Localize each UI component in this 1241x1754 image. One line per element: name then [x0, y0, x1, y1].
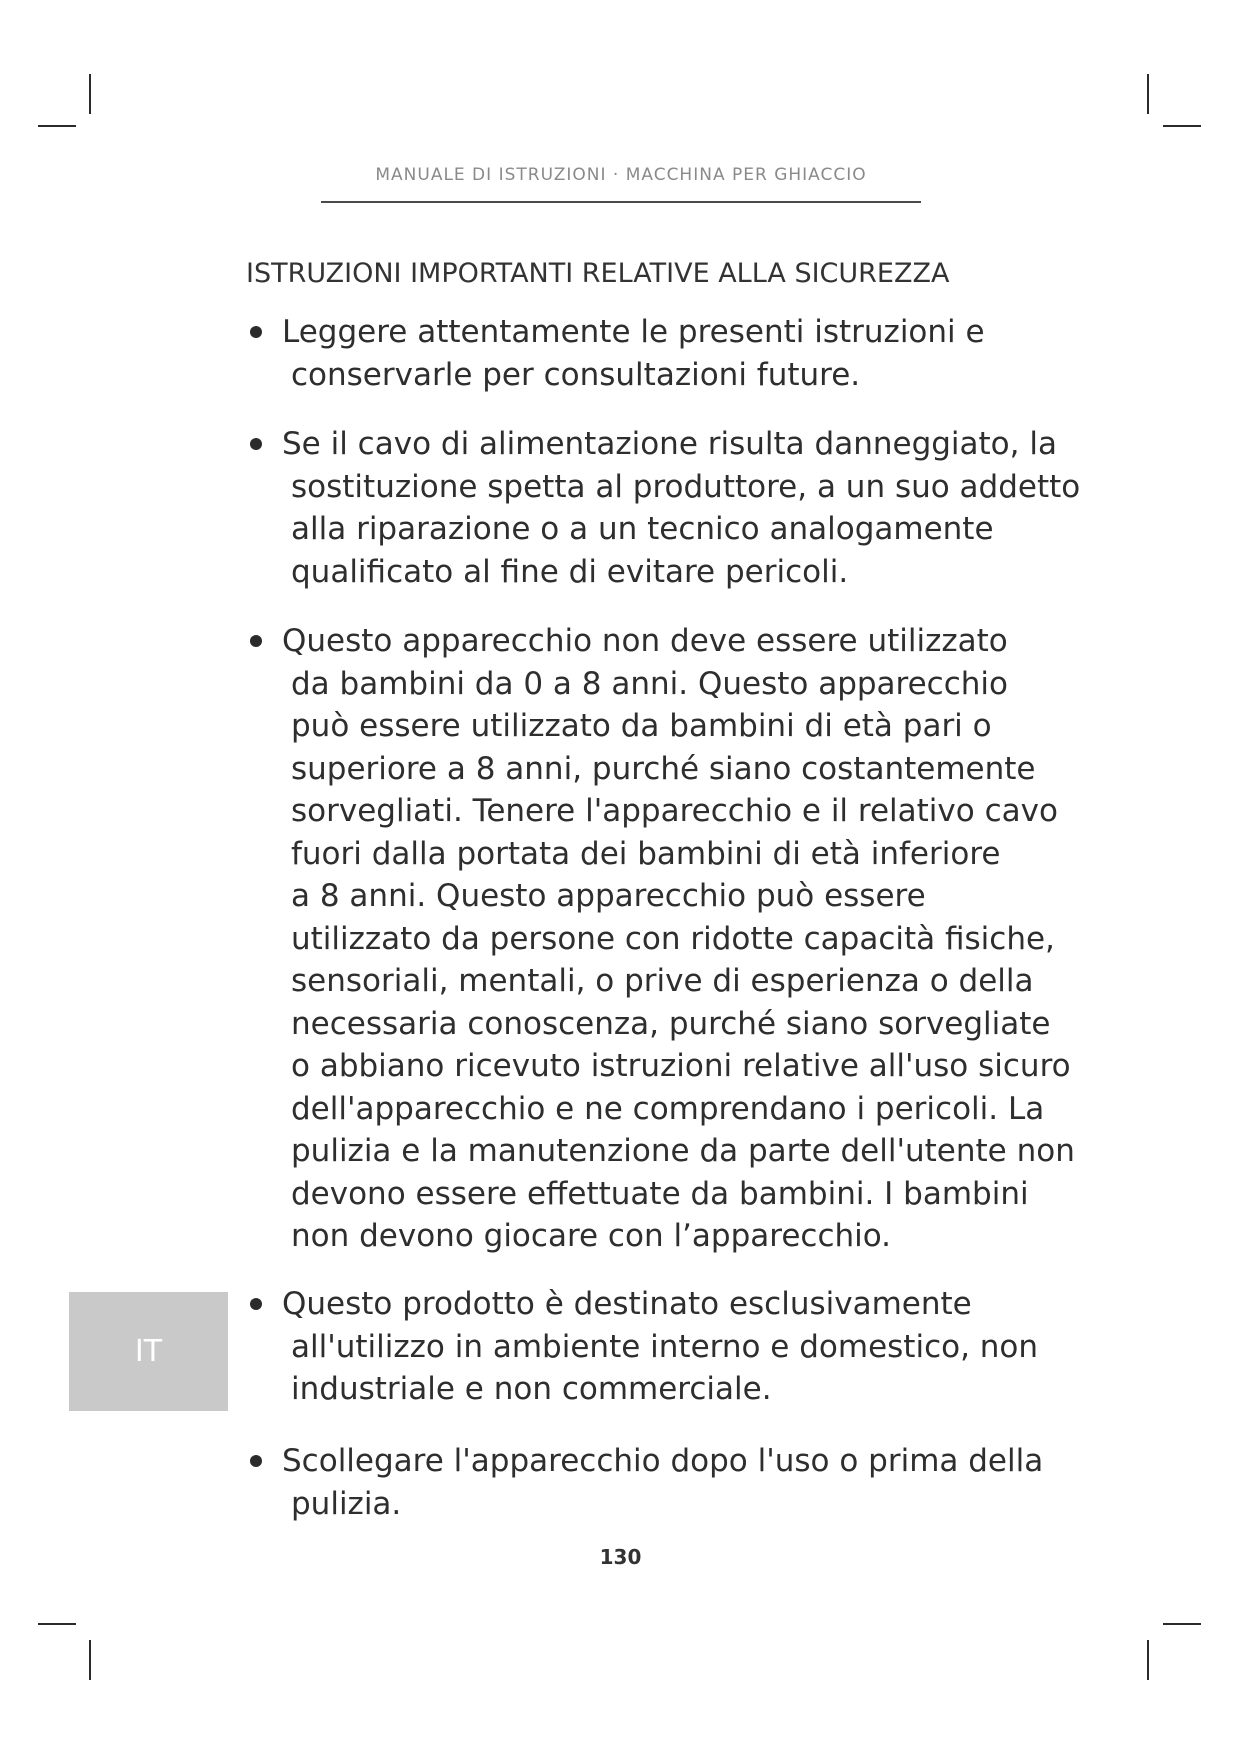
- bullet-dot: [250, 326, 262, 338]
- safety-bullet: [246, 620, 1086, 1258]
- bullet-line: alla riparazione o a un tecnico analogamente: [291, 511, 994, 547]
- bullet-line: pulizia.: [291, 1485, 402, 1522]
- bullet-line: dell'apparecchio e ne comprendano i pericoli. La: [291, 1090, 1045, 1127]
- bullet-line: o abbiano ricevuto istruzioni relative all'uso sicuro: [291, 1048, 1071, 1084]
- bullet-line: Leggere attentamente le presenti istruzioni e: [282, 314, 985, 350]
- language-tab-label: IT: [134, 1334, 163, 1369]
- crop-mark: [1163, 1623, 1201, 1625]
- bullet-line: fuori dalla portata dei bambini di età inferiore: [291, 835, 1001, 872]
- bullet-line: pulizia e la manutenzione da parte dell'utente non: [291, 1133, 1075, 1169]
- safety-bullet: [246, 1440, 1086, 1525]
- safety-bullet: [246, 1283, 1086, 1411]
- safety-bullet: [246, 423, 1086, 593]
- section-title: ISTRUZIONI IMPORTANTI RELATIVE ALLA SICUREZZA: [246, 258, 950, 289]
- header-divider: [321, 201, 921, 203]
- bullet-line: può essere utilizzato da bambini di età pari o: [291, 708, 992, 744]
- language-tab: [69, 1292, 228, 1411]
- bullet-line: da bambini da 0 a 8 anni. Questo apparecchio: [291, 665, 1008, 702]
- bullet-line: all'utilizzo in ambiente interno e domestico, non: [291, 1328, 1039, 1365]
- bullet-line: Questo apparecchio non deve essere utilizzato: [282, 623, 1008, 659]
- bullet-line: utilizzato da persone con ridotte capacità fisiche,: [291, 920, 1055, 957]
- bullet-line: Questo prodotto è destinato esclusivamente: [282, 1286, 972, 1322]
- crop-mark: [1163, 125, 1201, 127]
- bullet-line: superiore a 8 anni, purché siano costantemente: [291, 750, 1036, 787]
- crop-mark: [1147, 74, 1149, 114]
- running-header: MANUALE DI ISTRUZIONI · MACCHINA PER GHIACCIO: [375, 165, 867, 185]
- safety-bullet: [246, 311, 1086, 396]
- page-number: 130: [599, 1545, 642, 1569]
- bullet-dot: [250, 635, 262, 647]
- crop-mark: [38, 125, 76, 127]
- crop-mark: [89, 1640, 91, 1680]
- bullet-line: sorvegliati. Tenere l'apparecchio e il relativo cavo: [291, 793, 1058, 829]
- bullet-line: a 8 anni. Questo apparecchio può essere: [291, 878, 926, 914]
- bullet-line: qualificato al fine di evitare pericoli.: [291, 553, 849, 590]
- bullet-line: sensoriali, mentali, o prive di esperienza o della: [291, 963, 1034, 999]
- bullet-line: non devono giocare con l’apparecchio.: [291, 1218, 892, 1254]
- bullet-line: devono essere effettuate da bambini. I bambini: [291, 1175, 1029, 1212]
- bullet-line: conservarle per consultazioni future.: [291, 356, 861, 393]
- bullet-dot: [250, 438, 262, 450]
- bullet-dot: [250, 1298, 262, 1310]
- bullet-line: sostituzione spetta al produttore, a un suo addetto: [291, 468, 1081, 505]
- bullet-line: Se il cavo di alimentazione risulta danneggiato, la: [282, 426, 1057, 462]
- bullet-dot: [250, 1455, 262, 1467]
- bullet-line: necessaria conoscenza, purché siano sorvegliate: [291, 1005, 1051, 1042]
- bullet-line: Scollegare l'apparecchio dopo l'uso o prima della: [282, 1443, 1044, 1479]
- crop-mark: [38, 1623, 76, 1625]
- crop-mark: [1147, 1640, 1149, 1680]
- bullet-line: industriale e non commerciale.: [291, 1371, 772, 1407]
- crop-mark: [89, 74, 91, 114]
